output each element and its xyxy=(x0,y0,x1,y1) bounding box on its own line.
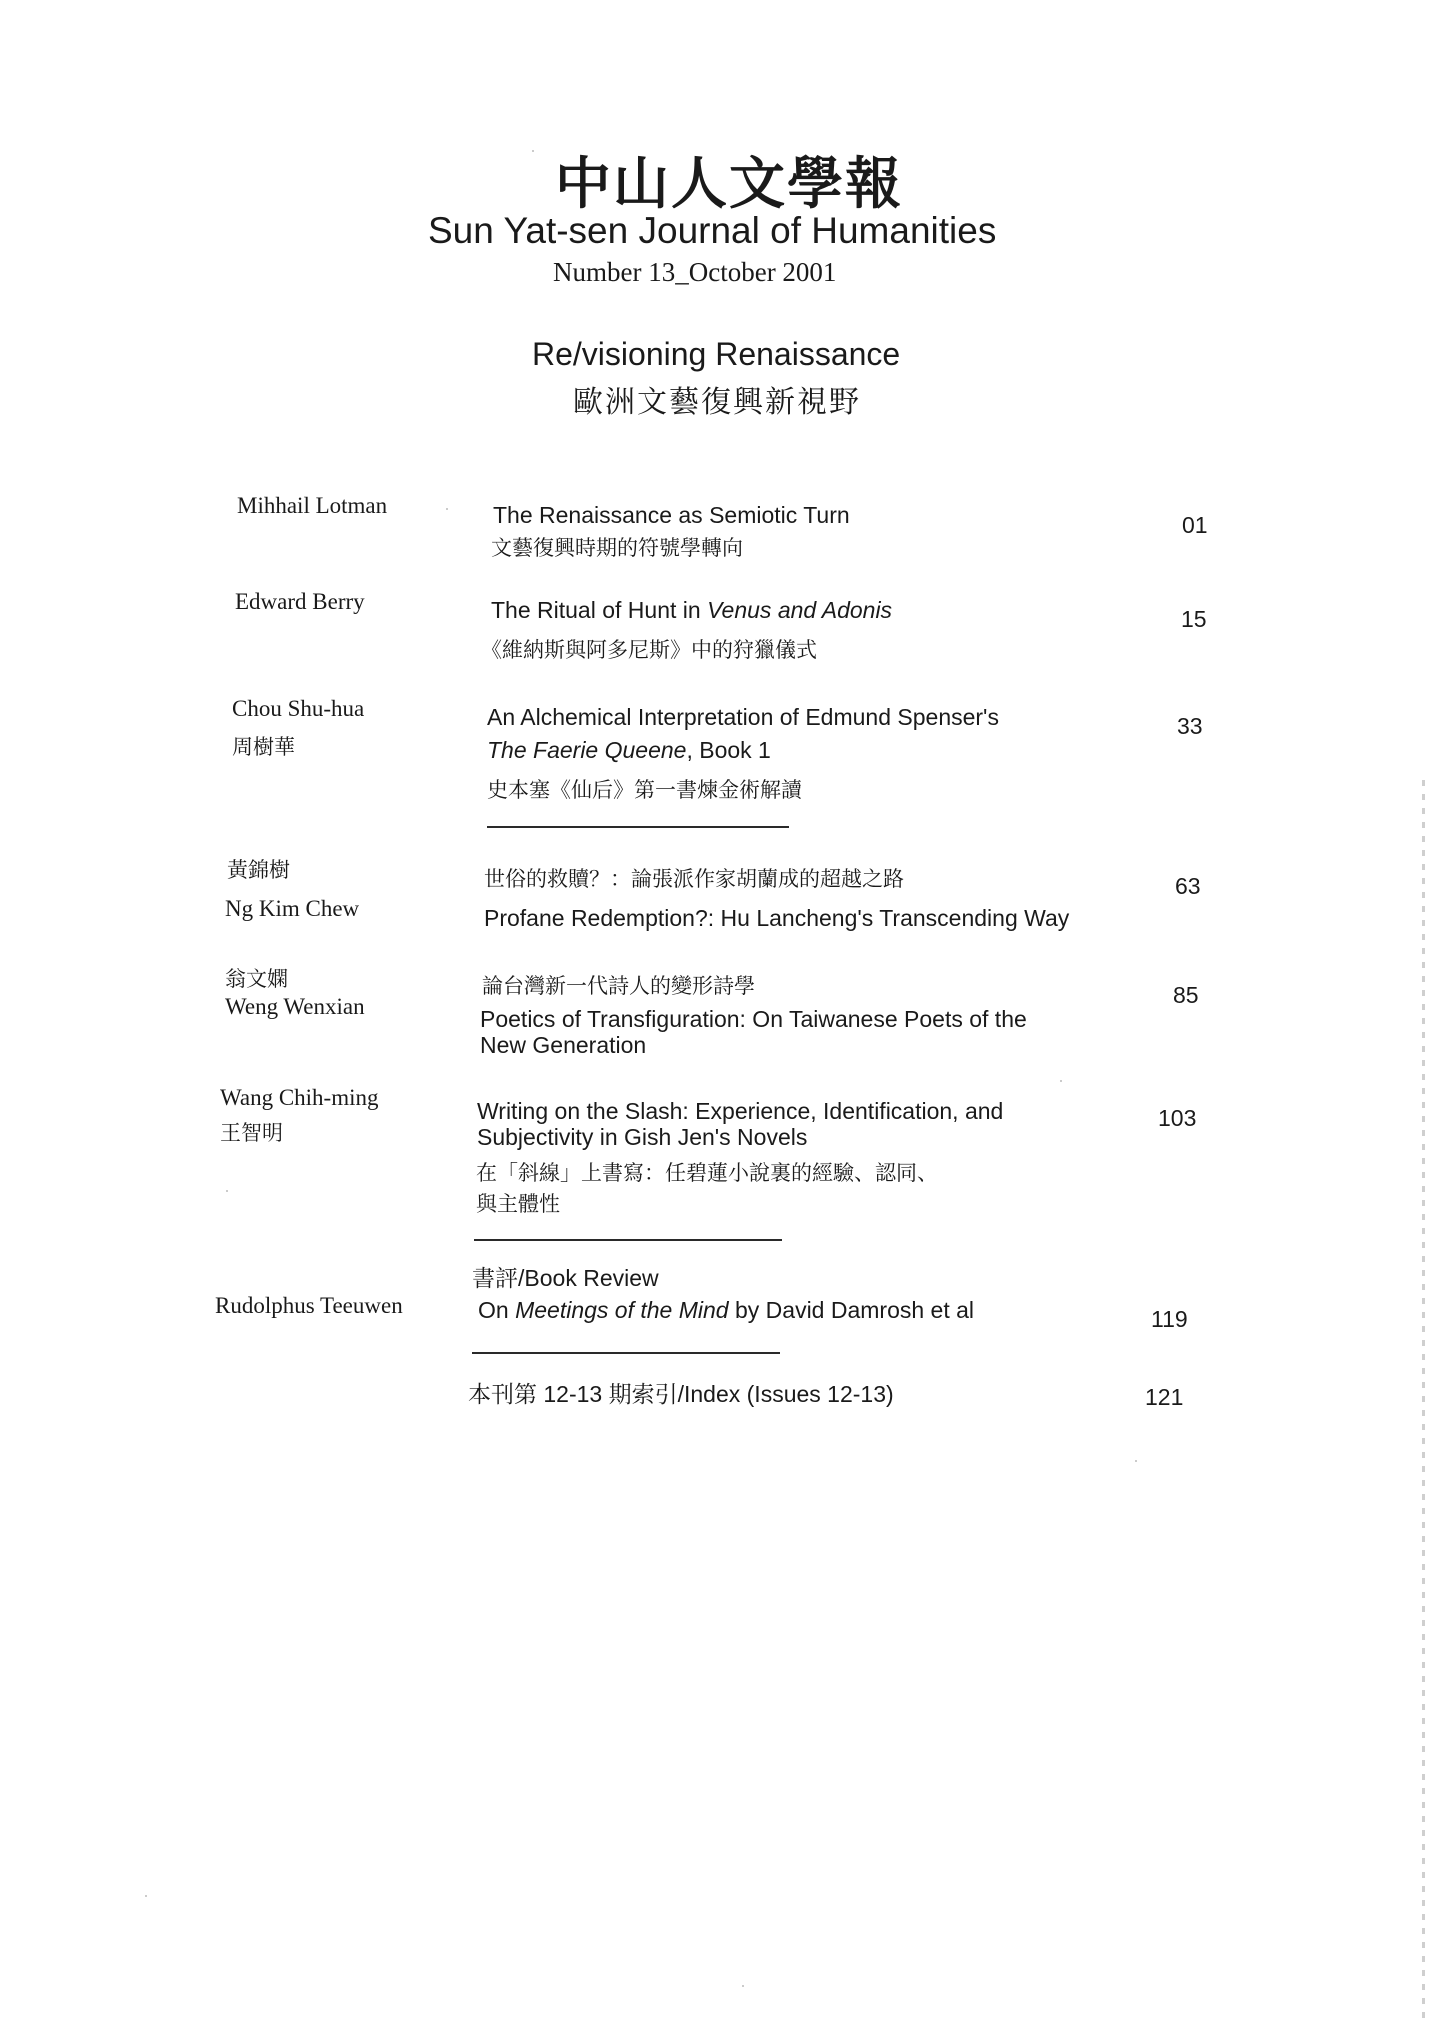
scan-speck xyxy=(1060,1080,1062,1082)
page-number: 33 xyxy=(1177,713,1203,739)
article-title-en-line2: The Faerie Queene, Book 1 xyxy=(487,737,771,763)
article-title-italic: The Faerie Queene xyxy=(487,737,687,763)
page-number: 01 xyxy=(1182,512,1208,538)
article-title-zh: 《維納斯與阿多尼斯》中的狩獵儀式 xyxy=(481,638,817,662)
page-number: 85 xyxy=(1173,982,1199,1008)
author-name: Edward Berry xyxy=(235,589,365,614)
article-title-en: The Renaissance as Semiotic Turn xyxy=(493,502,850,528)
scan-speck xyxy=(226,1190,228,1192)
journal-title-zh: 中山人文學報 xyxy=(555,151,903,217)
author-name-zh: 黃錦樹 xyxy=(227,858,290,882)
separator-rule xyxy=(487,826,789,828)
section-heading-book-review: 書評/Book Review xyxy=(472,1265,659,1291)
author-name: Wang Chih-ming xyxy=(220,1085,379,1110)
page-number: 121 xyxy=(1145,1384,1184,1410)
scan-speck xyxy=(446,508,448,510)
page-number: 63 xyxy=(1175,873,1201,899)
author-name-zh: 王智明 xyxy=(220,1121,283,1145)
index-entry-title: 本刊第 12-13 期索引/Index (Issues 12-13) xyxy=(468,1381,894,1407)
author-name: Chou Shu-hua xyxy=(232,696,365,721)
article-title-italic: Meetings of the Mind xyxy=(515,1297,729,1323)
article-title-zh: 在「斜線」上書寫：任碧蓮小說裏的經驗、認同、 xyxy=(476,1161,938,1185)
article-title-en-line2: Subjectivity in Gish Jen's Novels xyxy=(477,1124,808,1150)
article-title-en: Profane Redemption?: Hu Lancheng's Transcending Way xyxy=(484,905,1070,931)
article-title-zh: 世俗的救贖？：論張派作家胡蘭成的超越之路 xyxy=(484,867,904,891)
journal-title-en: Sun Yat-sen Journal of Humanities xyxy=(428,210,997,251)
page-number: 119 xyxy=(1151,1306,1188,1332)
article-title-en: On Meetings of the Mind by David Damrosh et al xyxy=(478,1297,975,1323)
article-title-en: Writing on the Slash: Experience, Identification, and xyxy=(477,1098,1004,1124)
issue-theme-en: Re/visioning Renaissance xyxy=(532,336,901,372)
article-title-en: Poetics of Transfiguration: On Taiwanese Poets of the xyxy=(480,1006,1027,1032)
author-name-zh: 翁文嫻 xyxy=(225,967,288,991)
separator-rule xyxy=(472,1352,780,1354)
article-title-en: An Alchemical Interpretation of Edmund Spenser's xyxy=(487,704,999,730)
scan-speck xyxy=(145,1895,147,1897)
issue-line: Number 13_October 2001 xyxy=(553,257,837,287)
separator-rule xyxy=(474,1239,782,1241)
article-title-en-line2: New Generation xyxy=(480,1032,647,1058)
article-title-zh: 論台灣新一代詩人的變形詩學 xyxy=(482,974,755,998)
author-name: Rudolphus Teeuwen xyxy=(215,1293,403,1318)
scan-edge-shadow xyxy=(1422,780,1425,2020)
author-name: Mihhail Lotman xyxy=(237,493,388,518)
issue-theme-zh: 歐洲文藝復興新視野 xyxy=(573,385,861,420)
article-title-zh-line2: 與主體性 xyxy=(476,1192,560,1216)
scan-speck xyxy=(532,150,534,152)
page-number: 15 xyxy=(1181,606,1207,632)
author-name: Ng Kim Chew xyxy=(225,896,360,921)
author-name-zh: 周樹華 xyxy=(232,735,295,759)
article-title-zh: 文藝復興時期的符號學轉向 xyxy=(491,536,743,560)
article-title-zh: 史本塞《仙后》第一書煉金術解讀 xyxy=(487,778,802,802)
scan-speck xyxy=(1135,1460,1137,1462)
scan-speck xyxy=(742,1985,744,1987)
page-number: 103 xyxy=(1158,1105,1197,1131)
author-name: Weng Wenxian xyxy=(225,994,365,1019)
article-title-en: The Ritual of Hunt in Venus and Adonis xyxy=(491,597,893,623)
article-title-italic: Venus and Adonis xyxy=(707,597,893,623)
